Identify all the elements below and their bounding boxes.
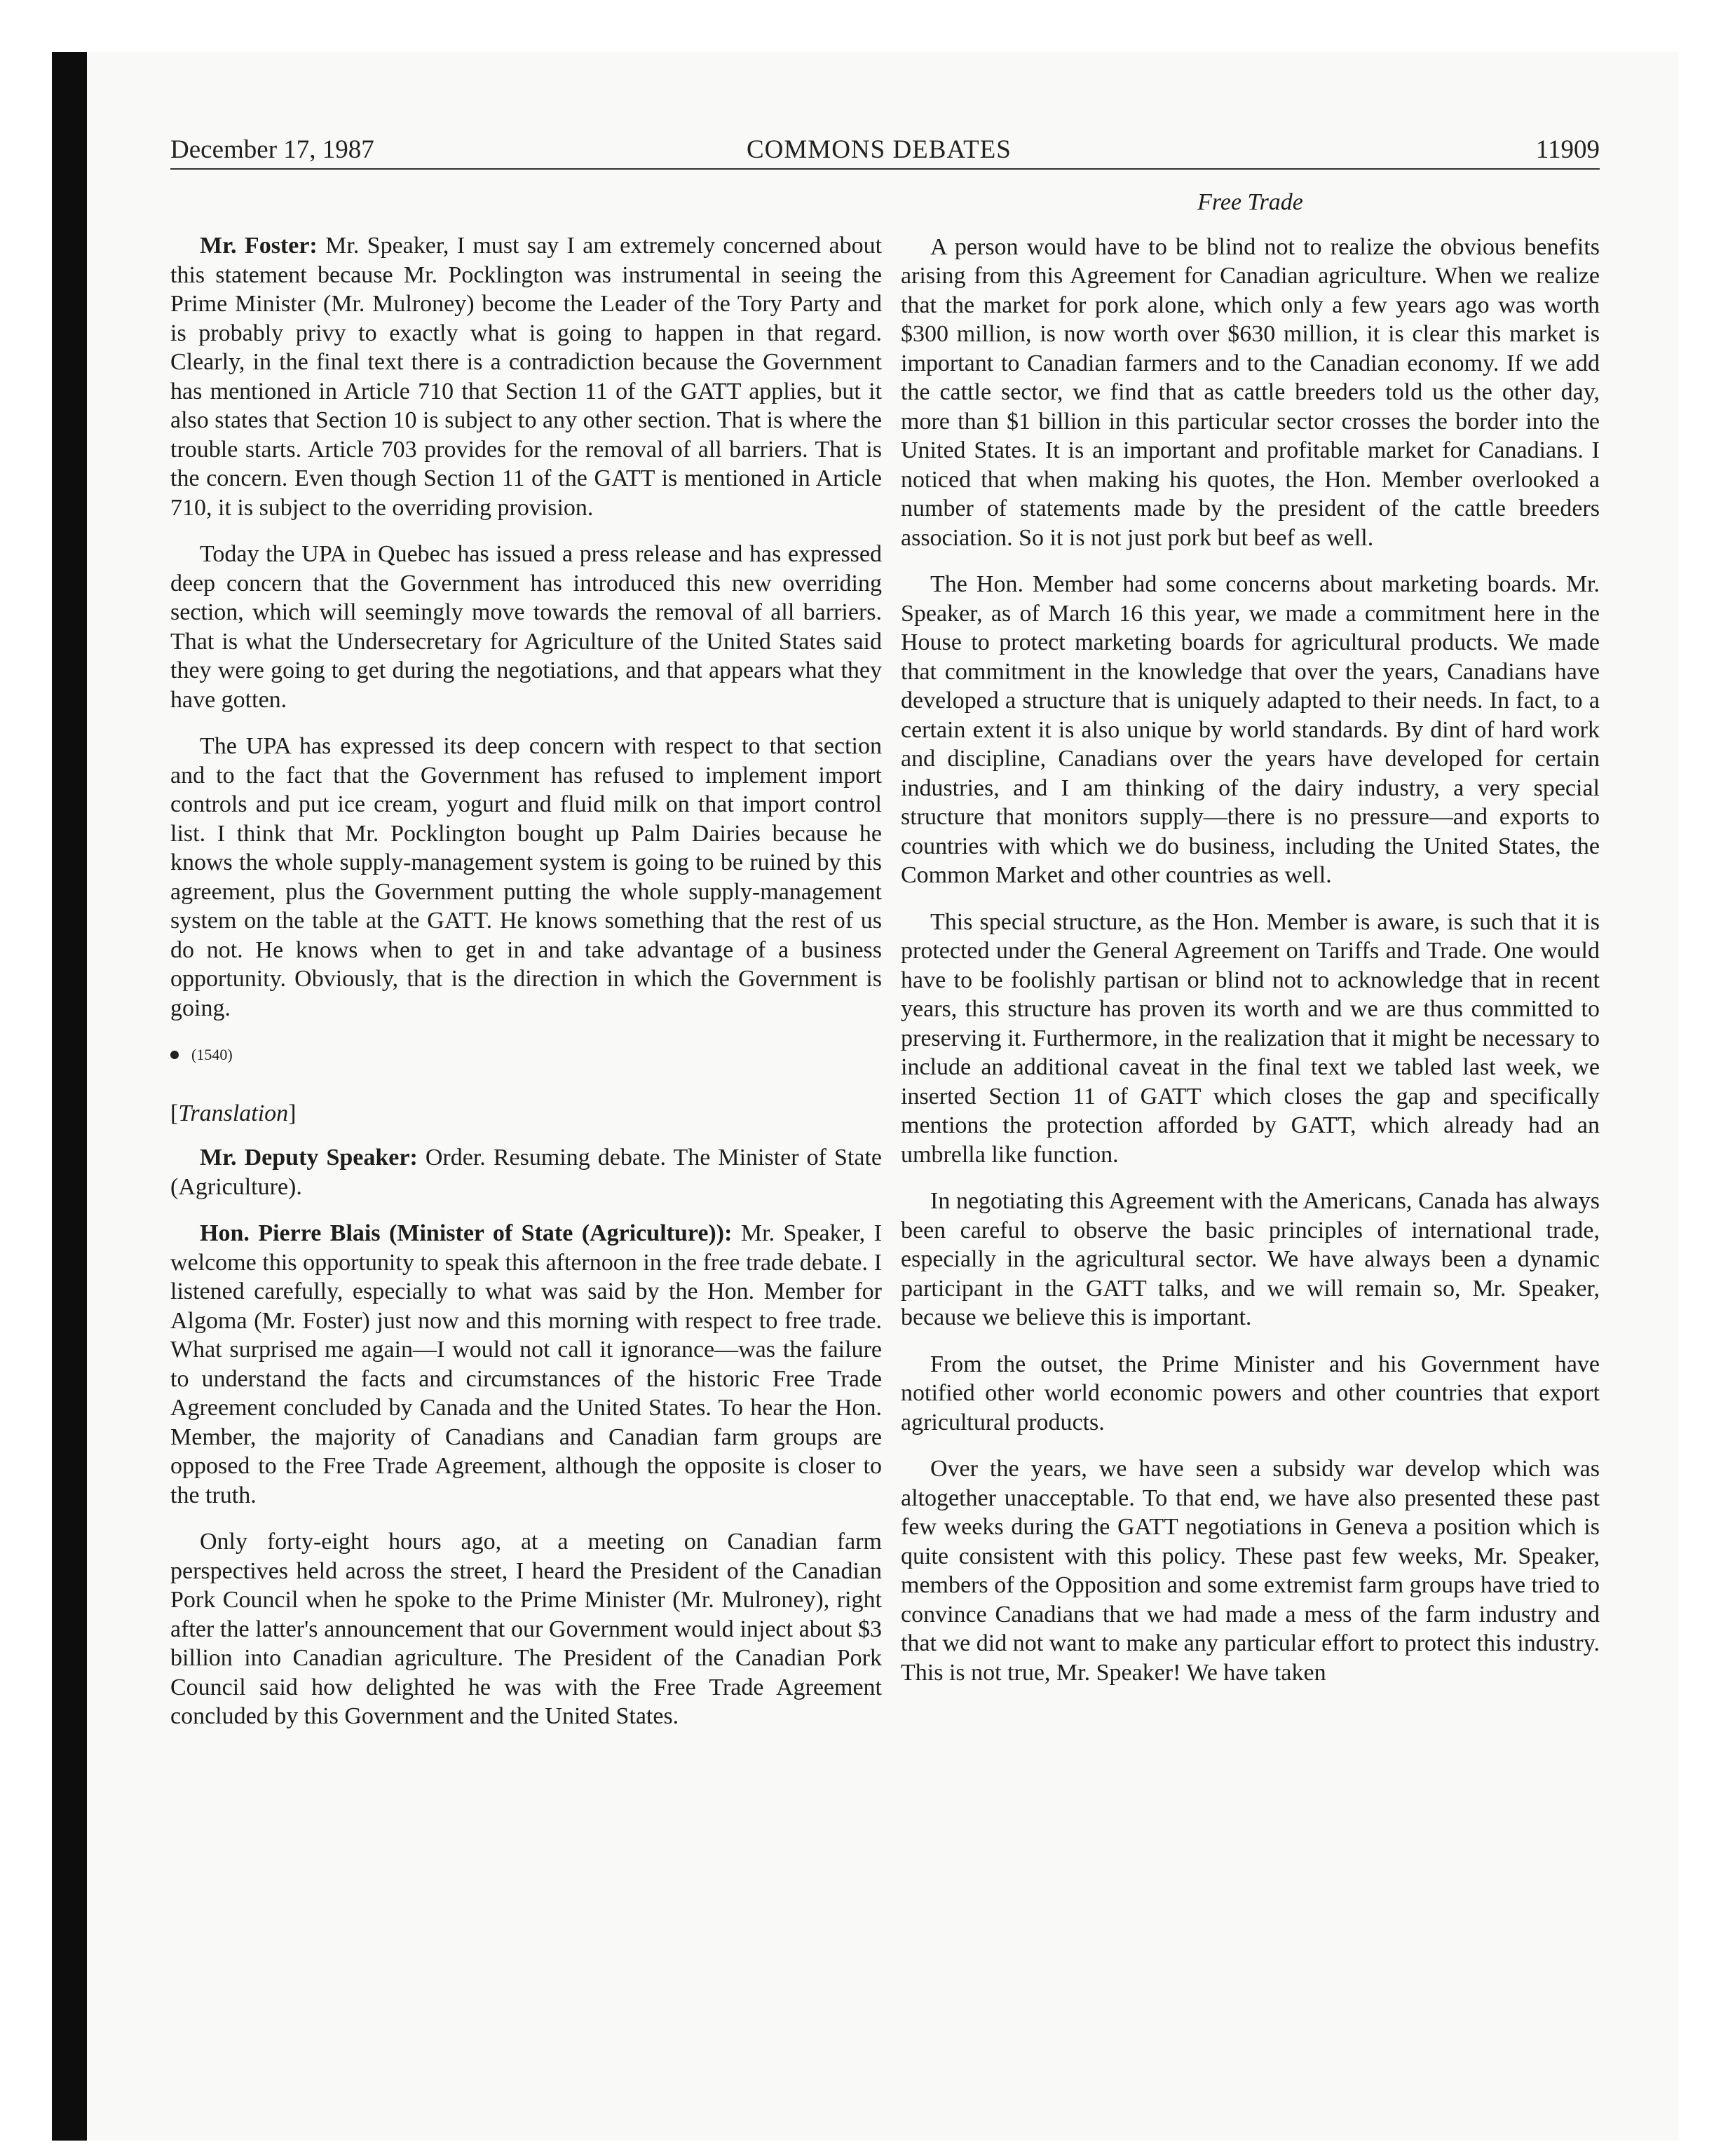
speaker-name: Mr. Foster: <box>200 233 318 259</box>
time-marker <box>170 1040 882 1070</box>
speech-text: Order. Resuming debate. The Minister of State (Agriculture). <box>170 1145 883 1200</box>
speaker-name: Hon. Pierre Blais (Minister of State (Agriculture)): <box>200 1220 733 1246</box>
bullet-icon <box>170 1051 179 1059</box>
paragraph <box>170 231 882 522</box>
paragraph <box>170 1143 882 1201</box>
header-date: December 17, 1987 <box>170 135 374 164</box>
paragraph: Over the years, we have seen a subsidy war develop which was altogether unacceptable. To that end, we have also presented these past few weeks during the GATT negotiations in Geneva a position which is quite consistent with this policy. These past few weeks, Mr. Speaker, members of the Opposition and some extremist farm groups have tried to convince Canadians that we had made a mess of the farm industry and that we did not want to make any particular effort to protect this industry. This is not true, Mr. Speaker! We have taken <box>901 1456 1600 1686</box>
paragraph: A person would have to be blind not to realize the obvious benefits arising from this Agreement for Canadian agriculture. When we realize that the market for pork alone, which only a few years ago was worth $300 million, is now worth over $630 million, it is clear this market is important to Canadian farmers and to the Canadian economy. If we add the cattle sector, we find that as cattle breeders told us the other day, more than $1 billion in this particular sector crosses the border into the United States. It is an important and profitable market for Canadians. I noticed that when making his quotes, the Hon. Member overlooked a number of statements made by the president of the cattle breeders association. So it is not just pork but beef as well. <box>901 233 1600 551</box>
paragraph: Today the UPA in Quebec has issued a press release and has expressed deep concern that the Government has introduced this new overriding section, which will seemingly move towards the removal of all barriers. That is what the Undersecretary for Agriculture of the United States said they were going to get during the negotiations, and that appears what they have gotten. <box>170 541 882 713</box>
speaker-name: Mr. Deputy Speaker: <box>200 1145 418 1171</box>
paragraph: Only forty-eight hours ago, at a meeting on Canadian farm perspectives held across the street, I heard the President of the Canadian Pork Council when he spoke to the Prime Minister (Mr. Mulroney), right after the latter's announcement that our Government would inject about $3 billion into Canadian agriculture. The President of the Canadian Pork Council said how delighted he was with the Free Trade Agreement concluded by this Government and the United States. <box>170 1529 882 1729</box>
paragraph: The Hon. Member had some concerns about marketing boards. Mr. Speaker, as of March 16 this year, we made a commitment here in the House to protect marketing boards for agricultural products. We made that commitment in the knowledge that over the years, Canadians have developed a structure that is uniquely adapted to their needs. In fact, to a certain extent it is also unique by world standards. By dint of hard work and discipline, Canadians over the years have developed for certain industries, and I am thinking of the dairy industry, a very special structure that monitors supply—there is no pressure—and exports to countries with which we do business, including the United States, the Common Market and other countries as well. <box>901 571 1600 888</box>
scan-edge <box>52 52 87 2141</box>
time-marker-text: (1540) <box>191 1046 233 1063</box>
header-rule <box>170 168 1600 170</box>
header-page-number: 11909 <box>1535 135 1600 164</box>
left-column <box>170 231 882 1749</box>
paragraph: In negotiating this Agreement with the Americans, Canada has always been careful to observe the basic principles of international trade, especially in the agricultural sector. We have always been a dynamic participant in the GATT talks, and we will remain so, Mr. Speaker, because we believe this is important. <box>901 1188 1600 1330</box>
paragraph: From the outset, the Prime Minister and his Government have notified other world economic powers and other countries that export agricultural products. <box>901 1351 1600 1435</box>
speech-text: Mr. Speaker, I welcome this opportunity to speak this afternoon in the free trade debate. I listened carefully, especially to what was said by the Hon. Member for Algoma (Mr. Foster) just now and this morning with respect to free trade. What surprised me again—I would not call it ignorance—was the failure to understand the facts and circumstances of the historic Free Trade Agreement concluded by Canada and the United States. To hear the Hon. Member, the majority of Canadians and Canadian farm groups are opposed to the Free Trade Agreement, although the opposite is closer to the truth. <box>170 1220 882 1508</box>
paragraph <box>170 1219 882 1510</box>
translation-label: [Translation] <box>170 1100 297 1126</box>
header-title: COMMONS DEBATES <box>747 135 1012 164</box>
paragraph: The UPA has expressed its deep concern with respect to that section and to the fact that the Government has refused to implement import controls and put ice cream, yogurt and fluid milk on that import control list. I think that Mr. Pocklington bought up Palm Dairies because he knows the whole supply-management system is going to be ruined by this agreement, plus the Government putting the whole supply-management system on the table at the GATT. He knows something that the rest of us do not. He knows when to get in and take advantage of a business opportunity. Obviously, that is the direction in which the Government is going. <box>170 733 882 1021</box>
section-heading: Free Trade <box>1197 189 1303 215</box>
speech-text: Mr. Speaker, I must say I am extremely concerned about this statement because Mr. Pocklington was instrumental in seeing the Prime Minister (Mr. Mulroney) become the Leader of the Tory Party and is probably privy to exactly what is going to happen in that regard. Clearly, in the final text there is a contradiction because the Government has mentioned in Article 710 that Section 11 of the GATT applies, but it also states that Section 10 is subject to any other section. That is where the trouble starts. Article 703 provides for the removal of all barriers. That is the concern. Even though Section 11 of the GATT is mentioned in Article 710, it is subject to the overriding provision. <box>170 233 883 521</box>
paragraph: This special structure, as the Hon. Member is aware, is such that it is protected under the General Agreement on Tariffs and Trade. One would have to be foolishly partisan or blind not to acknowledge that in recent years, this structure has proven its worth and we are thus committed to preserving it. Furthermore, in the realization that it might be necessary to include an additional caveat in the final text we tabled last week, we inserted Section 11 of GATT which closes the gap and specifically mentions the protection afforded by GATT, which already had an umbrella like function. <box>901 908 1600 1168</box>
right-column <box>901 188 1600 1705</box>
translation-text: Translation <box>178 1100 289 1126</box>
